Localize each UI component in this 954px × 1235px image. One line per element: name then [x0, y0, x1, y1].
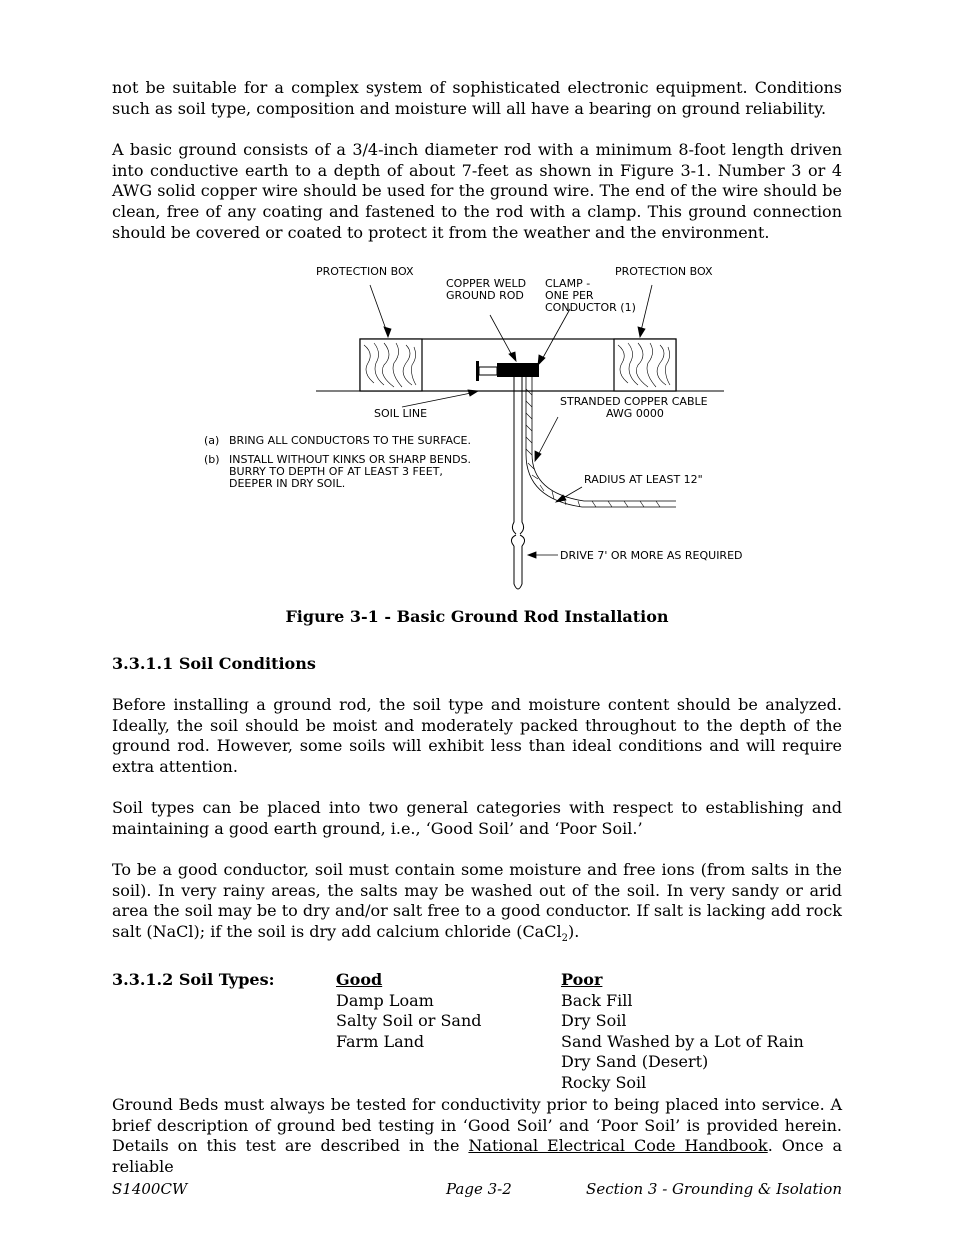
closing-paragraph	[112, 1095, 842, 1177]
label-note-b-2: BURRY TO DEPTH OF AT LEAST 3 FEET,	[229, 465, 443, 479]
label-protection-box-left: PROTECTION BOX	[316, 265, 414, 279]
footer-doc-id: S1400CW	[112, 1180, 188, 1198]
figure-ground-rod	[112, 259, 842, 599]
good-soil-item: Salty Soil or Sand	[336, 1011, 482, 1031]
poor-soil-item: Sand Washed by a Lot of Rain	[561, 1031, 804, 1051]
good-soil-item: Farm Land	[336, 1031, 425, 1051]
rod-right-edge	[520, 377, 524, 534]
clamp-body	[497, 363, 539, 377]
closing-part-1: Ground Beds must always be tested for conductivity prior to being placed into service. A brief description of ground bed testing in ‘Good Soil’ and ‘Poor Soil’ is provided herein. Details on this test are described in the	[112, 1095, 842, 1156]
para3-main: To be a good conductor, soil must contain some moisture and free ions (from salts in the soil). In very rainy areas, the salts may be washed out of the soil. In very sandy or arid area the soil may be to dry and/or salt free to a good conductor. If salt is lacking add rock salt (NaCl); if the soil is dry add calcium chloride (CaCl	[112, 859, 842, 941]
poor-soil-column	[561, 970, 804, 1094]
label-protection-box-right: PROTECTION BOX	[615, 265, 713, 279]
soil-conditions-paragraph-3	[112, 860, 842, 950]
para3-subscript: 2	[561, 932, 568, 944]
intro-paragraph-2: A basic ground consists of a 3/4-inch diameter rod with a minimum 8-foot length driven into conductive earth to a depth of about 7-feet as shown in Figure 3-1. Number 3 or 4 AWG solid copper wire should be used for the ground wire. The end of the wire should be clean, free of any coating and fastened to the rod with a clamp. This ground connection should be covered or coated to protect it from the weather and the environment.	[112, 140, 842, 242]
label-note-b-1: INSTALL WITHOUT KINKS OR SHARP BENDS.	[229, 453, 472, 467]
label-copper-weld-1: COPPER WELD	[446, 277, 527, 291]
ground-rod-diagram	[112, 259, 842, 599]
para3-end: ).	[567, 921, 580, 941]
poor-soil-item: Back Fill	[561, 990, 633, 1010]
poor-soil-title: Poor	[561, 970, 603, 990]
good-soil-column	[336, 970, 482, 1052]
label-note-a: BRING ALL CONDUCTORS TO THE SURFACE.	[229, 434, 471, 448]
soil-conditions-paragraph-1: Before installing a ground rod, the soil type and moisture content should be analyzed. Ideally, the soil should be moist and moderately packed throughout to the depth of the ground rod. However, some soils will exhibit less than ideal conditions and will require extra attention.	[112, 695, 842, 776]
page-body	[112, 78, 842, 1177]
poor-soil-item: Dry Soil	[561, 1011, 627, 1031]
label-radius: RADIUS AT LEAST 12"	[584, 473, 703, 487]
label-copper-weld-2: GROUND ROD	[446, 289, 524, 303]
label-stranded-1: STRANDED COPPER CABLE	[560, 395, 708, 409]
poor-soil-item: Rocky Soil	[561, 1073, 647, 1093]
leader-lines	[370, 285, 652, 558]
rod-break	[511, 535, 524, 546]
label-note-b-3: DEEPER IN DRY SOIL.	[229, 477, 346, 491]
label-clamp-2: ONE PER	[545, 289, 594, 303]
rod-left-edge	[512, 377, 516, 534]
soil-conditions-paragraph-2: Soil types can be placed into two general categories with respect to establishing and maintaining a good earth ground, i.e., ‘Good Soil’ and ‘Poor Soil.’	[112, 798, 842, 838]
footer-section-title: Section 3 - Grounding & Isolation	[586, 1180, 842, 1198]
poor-soil-item: Dry Sand (Desert)	[561, 1052, 709, 1072]
right-wood-block	[614, 339, 676, 391]
soil-types-heading: 3.3.1.2 Soil Types:	[112, 970, 275, 990]
footer-page-number: Page 3-2	[446, 1180, 512, 1198]
clamp-bolt	[479, 367, 497, 375]
heading-soil-conditions: 3.3.1.1 Soil Conditions	[112, 654, 316, 674]
left-wood-block	[360, 339, 422, 391]
label-note-a-tag: (a)	[204, 434, 220, 448]
figure-caption: Figure 3-1 - Basic Ground Rod Installation	[285, 607, 669, 627]
label-soil-line: SOIL LINE	[374, 407, 428, 421]
label-drive: DRIVE 7' OR MORE AS REQUIRED	[560, 549, 743, 563]
rod-lower	[514, 546, 522, 589]
intro-paragraph-1: not be suitable for a complex system of sophisticated electronic equipment. Conditions such as soil type, composition and moisture will all have a bearing on ground reliability.	[112, 78, 842, 118]
label-clamp-3: CONDUCTOR (1)	[545, 301, 636, 315]
label-stranded-2: AWG 0000	[606, 407, 664, 421]
good-soil-item: Damp Loam	[336, 990, 434, 1010]
label-note-b-tag: (b)	[204, 453, 220, 467]
nec-handbook-reference: National Electrical Code Handbook	[468, 1136, 768, 1156]
closing-part-2: . Once a reliable	[112, 1136, 842, 1176]
soil-types-table	[112, 970, 842, 1095]
label-clamp-1: CLAMP -	[545, 277, 591, 291]
good-soil-title: Good	[336, 970, 383, 990]
